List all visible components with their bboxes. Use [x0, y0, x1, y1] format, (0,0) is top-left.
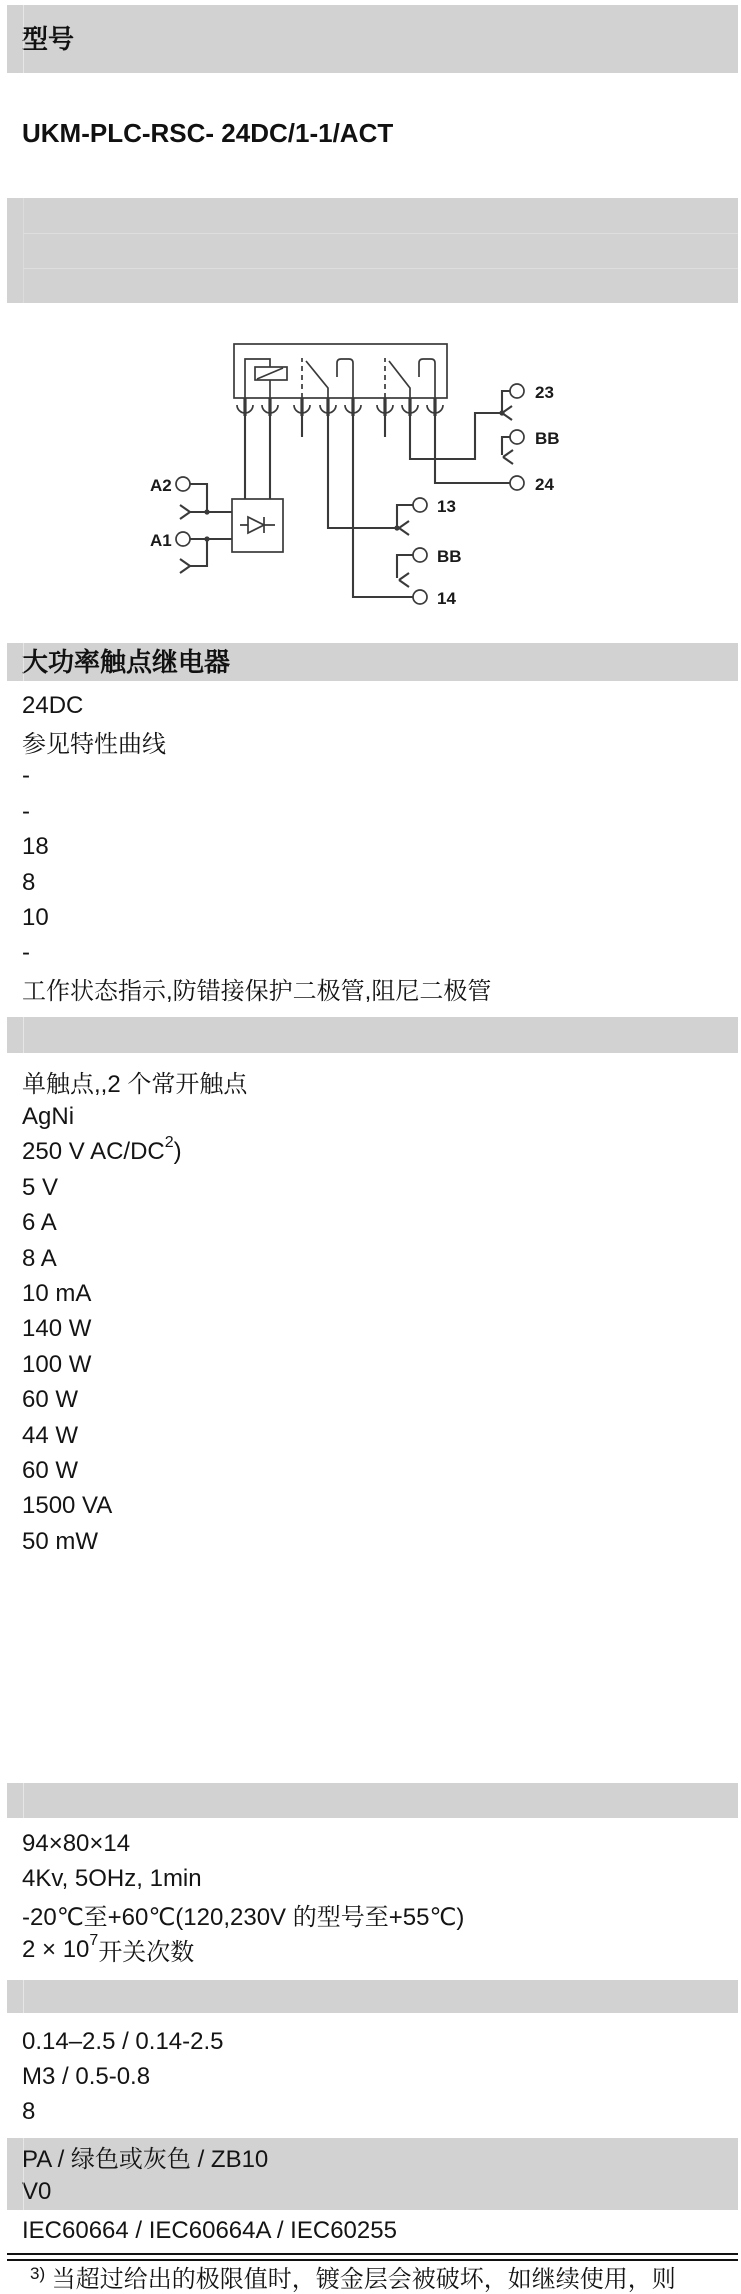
- spec-list-contacts: [22, 1064, 731, 1559]
- gray-block-empty: [7, 198, 738, 303]
- divider: [23, 268, 738, 269]
- divider: [23, 233, 738, 234]
- section-header-model: [7, 5, 738, 73]
- footnote: [30, 2259, 731, 2294]
- divider: [23, 198, 24, 303]
- spec-row: 8: [22, 2098, 36, 2126]
- junction-dots: [204, 410, 504, 541]
- wiring: [180, 391, 513, 597]
- spec-row: 6 A: [22, 1209, 57, 1237]
- spec-row: 60 W: [22, 1386, 79, 1414]
- spec-row: -20℃至+60℃(120,230V 的型号至+55℃): [22, 1903, 465, 1931]
- spec-row: 18: [22, 833, 49, 861]
- spec-row: 10: [22, 904, 49, 932]
- spec-row: 94×80×14: [22, 1829, 131, 1857]
- spec-row: 44 W: [22, 1421, 79, 1449]
- spec-row: 250 V AC/DC $^2$ ): [22, 1134, 182, 1166]
- spec-row: 10 mA: [22, 1280, 92, 1308]
- spec-row: 2 × 10 $^7$ 开关次数: [22, 1931, 195, 1967]
- spec-row: 参见特性曲线: [22, 730, 166, 758]
- spec-row: 0.14–2.5 / 0.14-2.5: [22, 2027, 224, 2055]
- spec-row: 1500 VA: [22, 1492, 113, 1520]
- standards-line: IEC60664 / IEC60664A / IEC60255: [22, 2217, 397, 2244]
- section-header-general: [7, 1783, 738, 1818]
- model-number: UKM-PLC-RSC- 24DC/1-1/ACT: [22, 118, 394, 148]
- spec-list-connection: [22, 2024, 731, 2130]
- circuit-diagram: [0, 330, 741, 642]
- terminal-label-a2: A2: [150, 476, 172, 495]
- spec-row: -: [22, 797, 30, 825]
- terminal-label-24: 24: [535, 475, 554, 494]
- no-contact: [389, 361, 410, 398]
- spec-row: 24DC: [22, 691, 84, 719]
- connector-row: [237, 398, 443, 416]
- spec-row: 单触点,,2 个常开触点: [22, 1071, 248, 1099]
- spec-row: 140 W: [22, 1315, 92, 1343]
- spec-row: 5 V: [22, 1173, 59, 1201]
- spec-row: 8 A: [22, 1244, 57, 1272]
- terminal-label-13: 13: [437, 497, 456, 516]
- diode-box: [232, 499, 283, 552]
- terminal-label-bb-top: BB: [535, 429, 560, 448]
- section-title: 型号: [22, 24, 75, 54]
- section-header-connection: [7, 1980, 738, 2013]
- spec-row: M3 / 0.5-0.8: [22, 2063, 151, 2091]
- terminal-label-14: 14: [437, 589, 456, 608]
- spec-row: 工作状态指示,防错接保护二极管,阻尼二极管: [22, 978, 492, 1006]
- housing-block: [7, 2138, 738, 2210]
- spec-row: 60 W: [22, 1456, 79, 1484]
- terminal-circles: [176, 384, 524, 604]
- spec-row: PA / 绿色或灰色 / ZB10: [22, 2145, 269, 2173]
- spec-row: -: [22, 939, 30, 967]
- spec-row: 100 W: [22, 1350, 92, 1378]
- spec-row: V0: [22, 2178, 52, 2205]
- footnote-text: 当超过给出的极限值时，镀金层会被破坏，如继续使用，则: [45, 2266, 676, 2293]
- spec-row: 50 mW: [22, 1527, 99, 1555]
- spec-row: 8: [22, 868, 36, 896]
- spec-row: -: [22, 762, 30, 790]
- section-header-relay: [7, 643, 738, 681]
- footnote-marker: 3): [30, 2264, 46, 2283]
- section-header-contacts: [7, 1017, 738, 1053]
- no-contact: [306, 361, 328, 398]
- spec-row: AgNi: [22, 1103, 75, 1131]
- spec-list-relay: [22, 688, 731, 1007]
- terminal-label-23: 23: [535, 383, 554, 402]
- spec-row: 4Kv, 5OHz, 1min: [22, 1865, 202, 1893]
- section-title: 大功率触点继电器: [22, 647, 231, 677]
- terminal-label-a1: A1: [150, 531, 172, 550]
- relay-box: [234, 344, 447, 398]
- diode-symbol: [240, 517, 275, 533]
- terminal-label-bb-mid: BB: [437, 547, 462, 566]
- spec-list-general: [22, 1826, 731, 1968]
